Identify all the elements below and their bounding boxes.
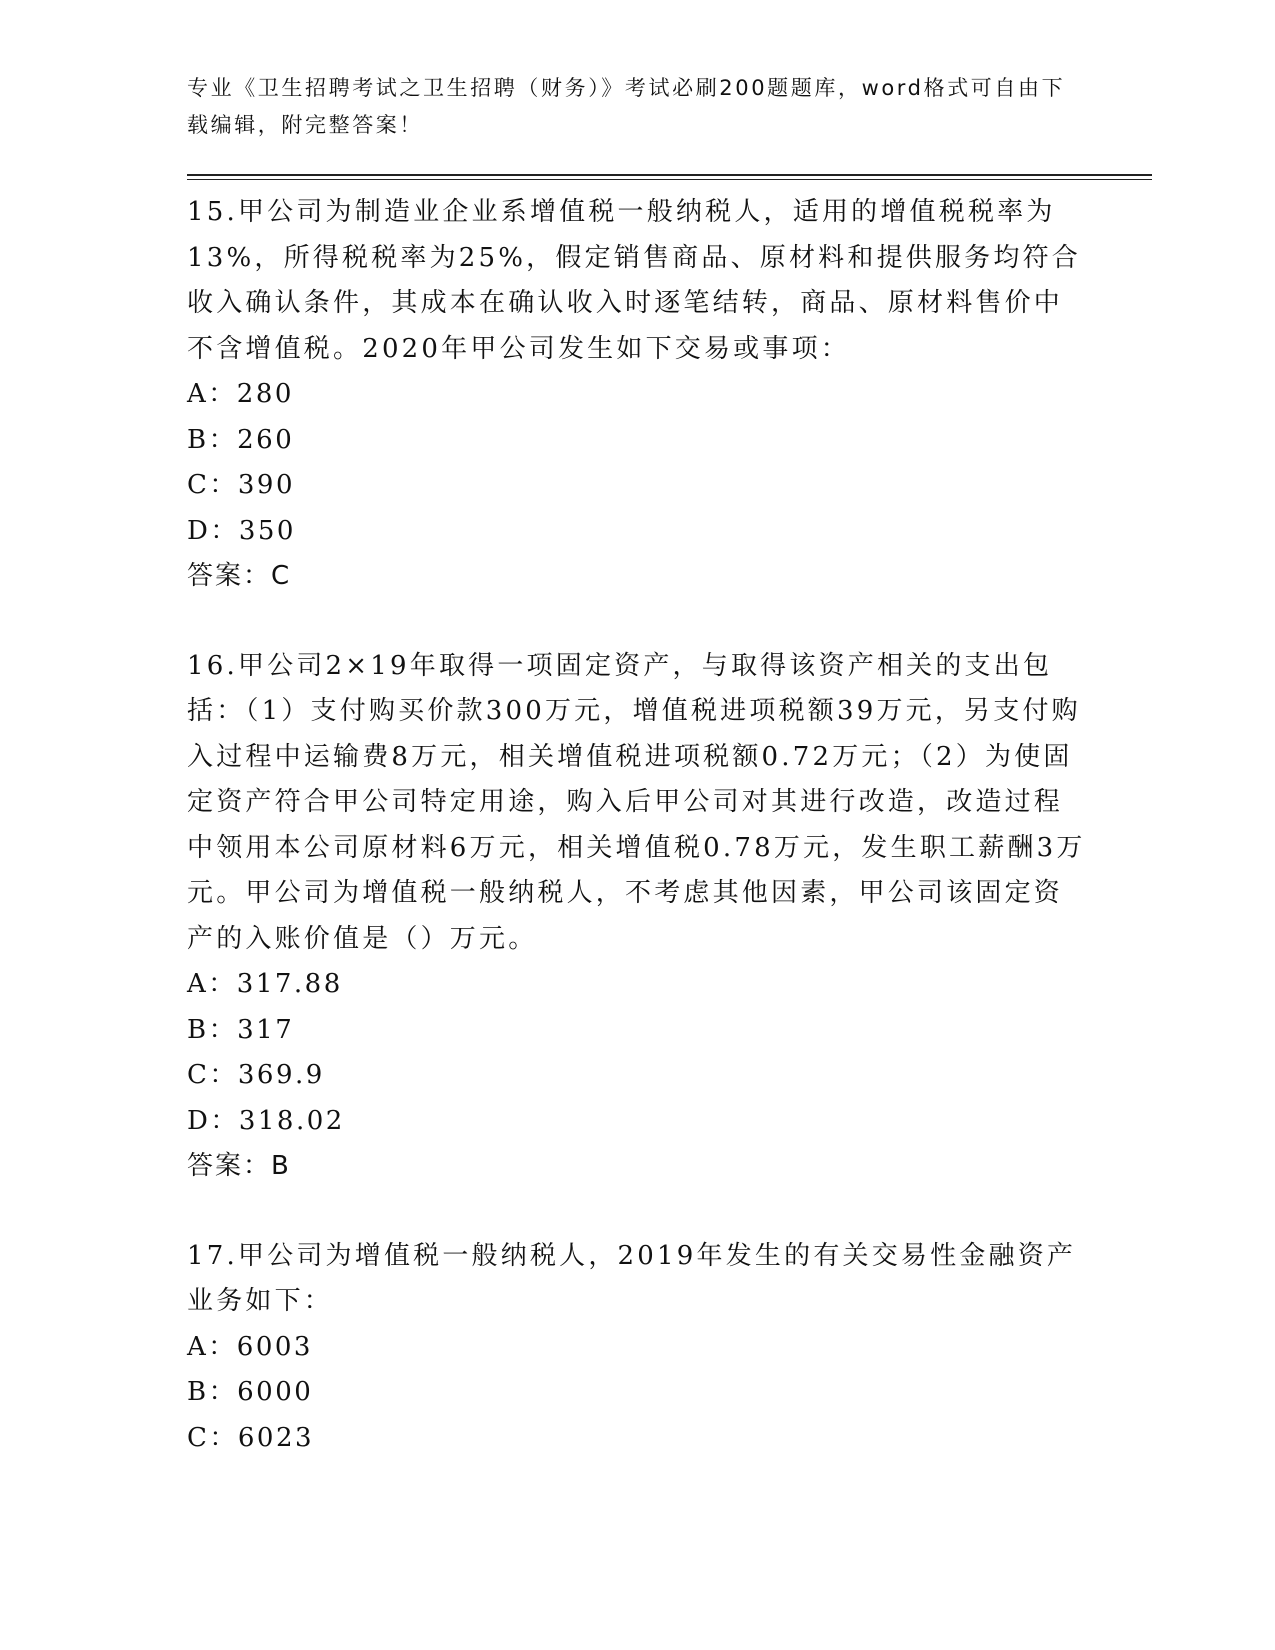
question-16 [187,644,1152,1190]
option-b: B：260 [187,424,295,455]
question-stem: 16.甲公司2×19年取得一项固定资产，与取得该资产相关的支出包括：（1）支付购买价款300万元，增值税进项税额39万元，另支付购入过程中运输费8万元，相关增值税进项税额0.72万元；（2）为使固定资产符合甲公司特定用途，购入后甲公司对其进行改造，改造过程中领用本公司原材料6万元，相关增值税0.78万元，发生职工薪酬3万元。甲公司为增值税一般纳税人，不考虑其他因素，甲公司该固定资产的入账价值是（）万元。 [187,650,1086,954]
answer-text: 答案：C [187,561,292,591]
answer-text: 答案：B [187,1151,291,1181]
option-c: C：390 [187,470,296,500]
option-b: B：317 [187,1014,295,1045]
option-c: C：6023 [187,1422,315,1453]
question-stem: 17.甲公司为增值税一般纳税人，2019年发生的有关交易性金融资产业务如下： [187,1240,1077,1316]
header-divider [187,174,1152,180]
question-17 [187,1234,1152,1462]
option-c: C：369.9 [187,1060,325,1090]
option-a: A：317.88 [187,969,343,999]
option-a: A：280 [187,379,294,409]
option-d: D：318.02 [187,1105,345,1136]
option-b: B：6000 [187,1377,314,1407]
option-a: A：6003 [187,1331,313,1362]
document-page [187,70,1152,1461]
option-d: D：350 [187,515,296,546]
document-header: 专业《卫生招聘考试之卫生招聘（财务）》考试必刷200题题库，word格式可自由下载编辑，附完整答案！ [187,76,1066,137]
question-stem: 15.甲公司为制造业企业系增值税一般纳税人，适用的增值税税率为13%，所得税税率为25%，假定销售商品、原材料和提供服务均符合收入确认条件，其成本在确认收入时逐笔结转，商品、原材料售价中不含增值税。2020年甲公司发生如下交易或事项： [187,197,1081,364]
question-15 [187,190,1152,600]
